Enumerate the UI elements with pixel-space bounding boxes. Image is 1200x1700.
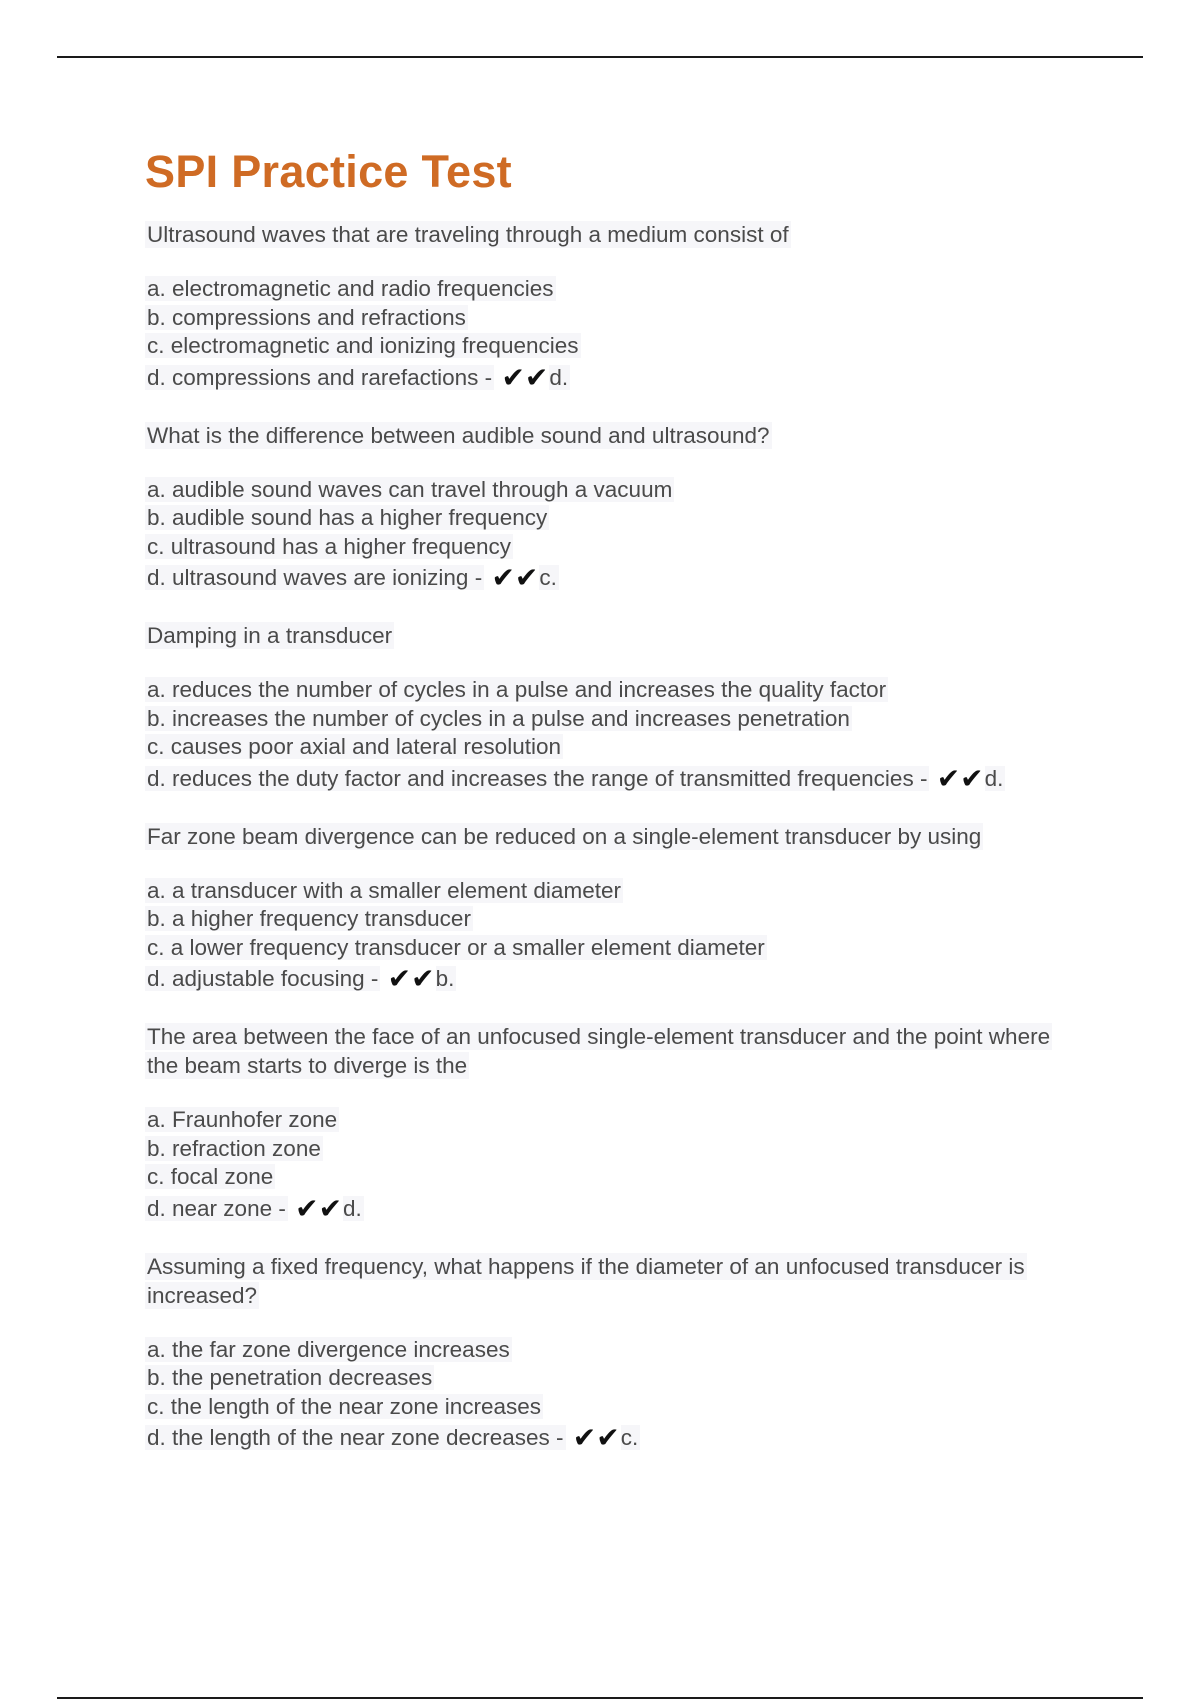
question-stem: Ultrasound waves that are traveling through a medium consist of xyxy=(147,222,789,247)
answer-key: d. xyxy=(984,765,1004,791)
option-a: a. a transducer with a smaller element diameter xyxy=(147,877,621,903)
option-d-with-answer: d. near zone - ✔✔d. xyxy=(147,1191,362,1225)
option-a: a. the far zone divergence increases xyxy=(147,1336,510,1362)
answer-key: c. xyxy=(620,1425,639,1450)
question-1 xyxy=(145,220,1085,394)
document-body xyxy=(145,146,1085,1481)
question-stem: What is the difference between audible sound and ultrasound? xyxy=(147,422,770,448)
double-check-icon: ✔✔ xyxy=(501,360,549,394)
option-d-with-answer: d. ultrasound waves are ionizing - ✔✔c. xyxy=(147,561,557,594)
question-6 xyxy=(145,1252,1085,1455)
answer-key: d. xyxy=(343,1195,362,1221)
question-stem: The area between the face of an unfocused single-element transducer and the point where the beam starts to diverge is the xyxy=(147,1024,1051,1078)
option-c: c. electromagnetic and ionizing frequencies xyxy=(147,333,579,358)
page-title: SPI Practice Test xyxy=(145,146,512,197)
option-a: a. electromagnetic and radio frequencies xyxy=(147,276,554,301)
option-b: b. increases the number of cycles in a pulse and increases penetration xyxy=(147,705,850,731)
double-check-icon: ✔✔ xyxy=(936,761,984,795)
question-4 xyxy=(145,822,1085,996)
double-check-icon: ✔✔ xyxy=(491,561,539,594)
top-rule xyxy=(57,56,1143,58)
question-stem: Assuming a fixed frequency, what happens if the diameter of an unfocused transducer is increased? xyxy=(147,1253,1025,1308)
question-stem: Far zone beam divergence can be reduced on a single-element transducer by using xyxy=(147,823,982,849)
option-a: a. reduces the number of cycles in a pulse and increases the quality factor xyxy=(147,677,887,702)
option-c: c. the length of the near zone increases xyxy=(147,1393,542,1419)
option-list xyxy=(145,1106,1085,1225)
option-b: b. compressions and refractions xyxy=(147,304,466,330)
option-d-with-answer: d. compressions and rarefactions - ✔✔d. xyxy=(147,360,569,394)
option-b: b. refraction zone xyxy=(147,1135,321,1161)
bottom-rule xyxy=(57,1697,1143,1699)
option-list xyxy=(145,1336,1085,1455)
option-b: b. the penetration decreases xyxy=(147,1365,433,1390)
option-b: b. audible sound has a higher frequency xyxy=(147,505,548,530)
question-stem: Damping in a transducer xyxy=(147,623,393,648)
option-list xyxy=(145,676,1085,795)
double-check-icon: ✔✔ xyxy=(387,962,435,995)
answer-key: c. xyxy=(539,565,557,590)
option-d-with-answer: d. reduces the duty factor and increases the range of transmitted frequencies - ✔✔d. xyxy=(147,761,1004,795)
option-list xyxy=(145,275,1085,394)
option-a: a. audible sound waves can travel through a vacuum xyxy=(147,476,673,502)
question-5 xyxy=(145,1022,1085,1225)
option-d-with-answer: d. the length of the near zone decreases - ✔✔c. xyxy=(147,1421,639,1454)
option-c: c. ultrasound has a higher frequency xyxy=(147,533,511,559)
answer-key: b. xyxy=(435,966,455,991)
option-c: c. causes poor axial and lateral resolution xyxy=(147,734,561,759)
answer-key: d. xyxy=(549,364,569,390)
option-d-with-answer: d. adjustable focusing - ✔✔b. xyxy=(147,962,455,995)
option-b: b. a higher frequency transducer xyxy=(147,906,471,931)
option-c: c. a lower frequency transducer or a smaller element diameter xyxy=(147,934,765,960)
option-a: a. Fraunhofer zone xyxy=(147,1107,338,1132)
question-3 xyxy=(145,621,1085,795)
option-list xyxy=(145,877,1085,996)
option-c: c. focal zone xyxy=(147,1164,274,1189)
double-check-icon: ✔✔ xyxy=(572,1421,620,1454)
double-check-icon: ✔✔ xyxy=(295,1191,343,1225)
question-2 xyxy=(145,421,1085,595)
option-list xyxy=(145,476,1085,595)
